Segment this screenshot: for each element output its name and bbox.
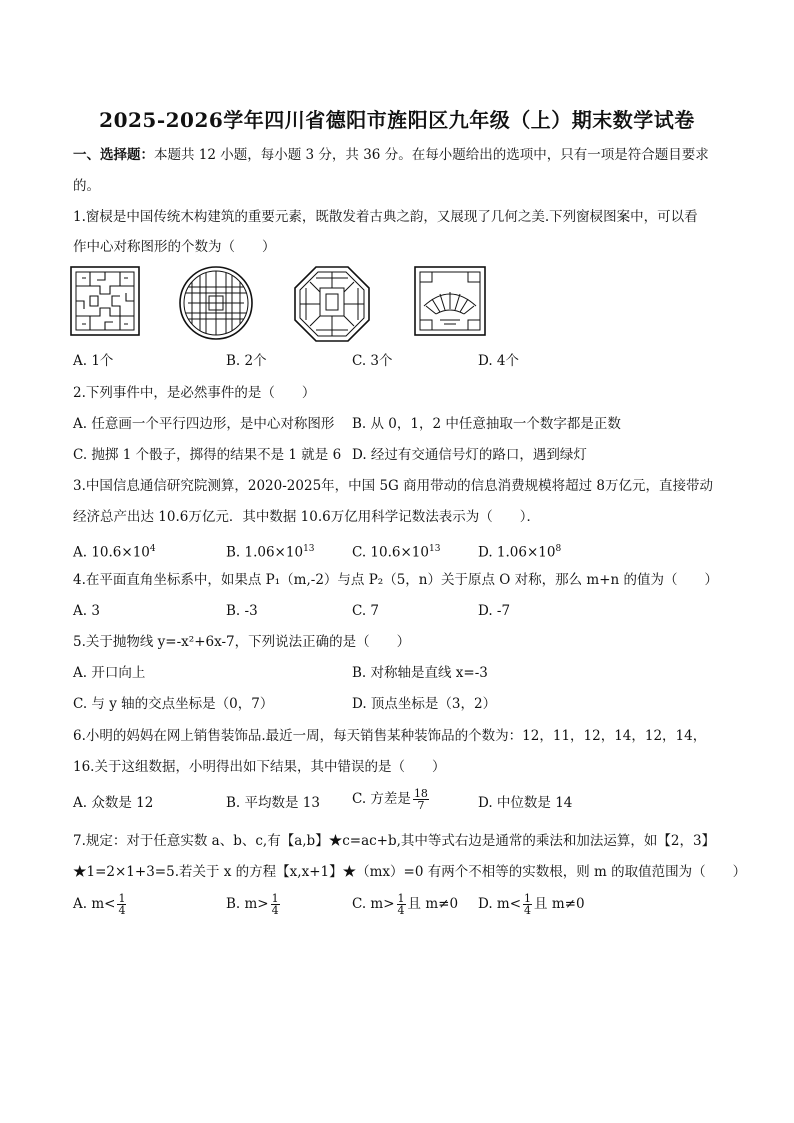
q3-option-b-exp: 13 [303,544,315,554]
section-header [73,146,709,164]
q3-option-c-exp: 13 [428,544,441,554]
q3-option-d-exp: 8 [555,544,562,554]
section-head-label: 一、选择题： [73,147,154,163]
q6-option-c[interactable] [352,788,431,811]
fraction-denominator: 4 [271,904,279,917]
q5-option-a[interactable]: A. 开口向上 [73,665,146,681]
q4-option-a[interactable]: A. 3 [73,603,100,619]
q3-option-c[interactable] [352,540,440,562]
q7-option-d[interactable] [478,893,585,916]
fraction-numerator: 1 [271,892,279,905]
q6-option-a[interactable]: A. 众数是 12 [73,795,154,811]
q7-stem-line1: 7.规定：对于任意实数 a、b、c,有【a,b】★c=ac+b,其中等式右边是通常的乘法和加法运算，如【2，3】 [73,833,716,849]
q3-stem-line1: 3.中国信息通信研究院测算，2020-2025年，中国 5G 商用带动的信息消费规模将超过 8万亿元，直接带动 [73,478,713,494]
q7-option-b-label: B. m> [226,896,269,912]
fraction-denominator: 7 [417,799,425,812]
q1-option-a[interactable]: A. 1个 [73,353,114,369]
q1-window-figures [70,266,490,338]
q6-options [73,788,723,818]
fraction-numerator: 1 [397,892,405,905]
q2-option-b[interactable]: B. 从 0，1，2 中任意抽取一个数字都是正数 [352,416,621,432]
window-lattice-octagon-figure [294,266,370,342]
q3-option-a[interactable] [73,540,156,562]
fraction-denominator: 4 [118,904,126,917]
q7-option-a-fraction [117,893,126,916]
q6-stem-line1: 6.小明的妈妈在网上销售装饰品.最近一周，每天销售某种装饰品的个数为：12，11，12，14，12，14， [73,728,707,744]
q5-option-d[interactable]: D. 顶点坐标是（3，2） [352,696,497,712]
q3-stem-line2: 经济总产出达 10.6万亿元．其中数据 10.6万亿用科学记数法表示为（ ）． [73,509,540,525]
q7-option-c-fraction [397,893,406,916]
q7-option-c-label: C. m> [352,896,395,912]
q3-option-a-base: A. 10.6×10 [73,544,150,561]
q1-option-d[interactable]: D. 4个 [478,353,520,369]
window-lattice-fan-figure [414,266,486,336]
q7-stem-line2: ★1=2×1+3=5.若关于 x 的方程【x,x+1】★（mx）=0 有两个不相等的实数根，则 m 的取值范围为（ ） [73,864,747,880]
q6-option-c-label: C. 方差是 [352,791,411,807]
q3-option-b-base: B. 1.06×10 [226,544,304,561]
q3-option-d-base: D. 1.06×10 [478,544,556,561]
fraction-numerator: 1 [524,892,532,905]
q4-option-c[interactable]: C. 7 [352,603,380,619]
window-lattice-circle-figure [178,266,254,342]
q6-option-d[interactable]: D. 中位数是 14 [478,795,573,811]
q7-option-b-fraction [271,893,280,916]
page-title: 2025-2026学年四川省德阳市旌阳区九年级（上）期末数学试卷 [99,108,695,132]
q7-option-a-label: A. m< [73,896,116,912]
q4-options [73,602,723,626]
q2-stem: 2.下列事件中，是必然事件的是（ ） [73,385,316,401]
q1-option-c[interactable]: C. 3个 [352,353,393,369]
section-text-cont: 的。 [73,178,100,194]
q3-option-a-exp: 4 [149,544,156,554]
section-text: 本题共 12 小题，每小题 3 分，共 36 分。在每小题给出的选项中，只有一项是符合题目要求 [154,147,709,163]
fraction-denominator: 4 [524,904,532,917]
q5-option-b[interactable]: B. 对称轴是直线 x=-3 [352,665,488,681]
q2-option-a[interactable]: A. 任意画一个平行四边形，是中心对称图形 [73,416,335,432]
q2-options-row2 [73,446,723,470]
q2-options-row1 [73,415,723,439]
q7-options [73,893,723,923]
q5-options-row2 [73,695,723,719]
q6-option-b[interactable]: B. 平均数是 13 [226,795,320,811]
q5-options-row1 [73,664,723,688]
q4-option-d[interactable]: D. -7 [478,603,511,619]
q1-stem-line1: 1.窗棂是中国传统木构建筑的重要元素，既散发着古典之韵，又展现了几何之美.下列窗棂图案中，可以看 [73,209,698,225]
q6-option-c-fraction [413,788,429,811]
q4-stem: 4.在平面直角坐标系中，如果点 P₁（m,-2）与点 P₂（5，n）关于原点 O 对称，那么 m+n 的值为（ ） [73,572,719,588]
q1-option-b[interactable]: B. 2个 [226,353,267,369]
q3-option-c-base: C. 10.6×10 [352,544,429,561]
q7-option-b[interactable] [226,893,282,916]
q2-option-c[interactable]: C. 抛掷 1 个骰子，掷得的结果不是 1 就是 6 [73,447,342,463]
fraction-denominator: 4 [397,904,405,917]
q7-option-c-tail: 且 m≠0 [407,896,459,912]
q3-option-b[interactable] [226,540,315,562]
q7-option-d-fraction [523,893,532,916]
window-lattice-square-figure [70,266,140,336]
q3-option-d[interactable] [478,540,561,562]
q6-stem-line2: 16.关于这组数据，小明得出如下结果，其中错误的是（ ） [73,759,446,775]
q1-options [73,352,723,376]
q7-option-d-label: D. m< [478,896,522,912]
q7-option-c[interactable] [352,893,458,916]
q5-option-c[interactable]: C. 与 y 轴的交点坐标是（0，7） [73,696,274,712]
q4-option-b[interactable]: B. -3 [226,603,258,619]
fraction-numerator: 18 [413,787,428,800]
q7-option-a[interactable] [73,893,128,916]
q5-stem: 5.关于抛物线 y=-x²+6x-7，下列说法正确的是（ ） [73,634,411,650]
q1-stem-line2: 作中心对称图形的个数为（ ） [73,239,276,255]
q7-option-d-tail: 且 m≠0 [534,896,585,912]
q2-option-d[interactable]: D. 经过有交通信号灯的路口，遇到绿灯 [352,447,587,463]
q3-options [73,540,723,564]
fraction-numerator: 1 [118,892,126,905]
